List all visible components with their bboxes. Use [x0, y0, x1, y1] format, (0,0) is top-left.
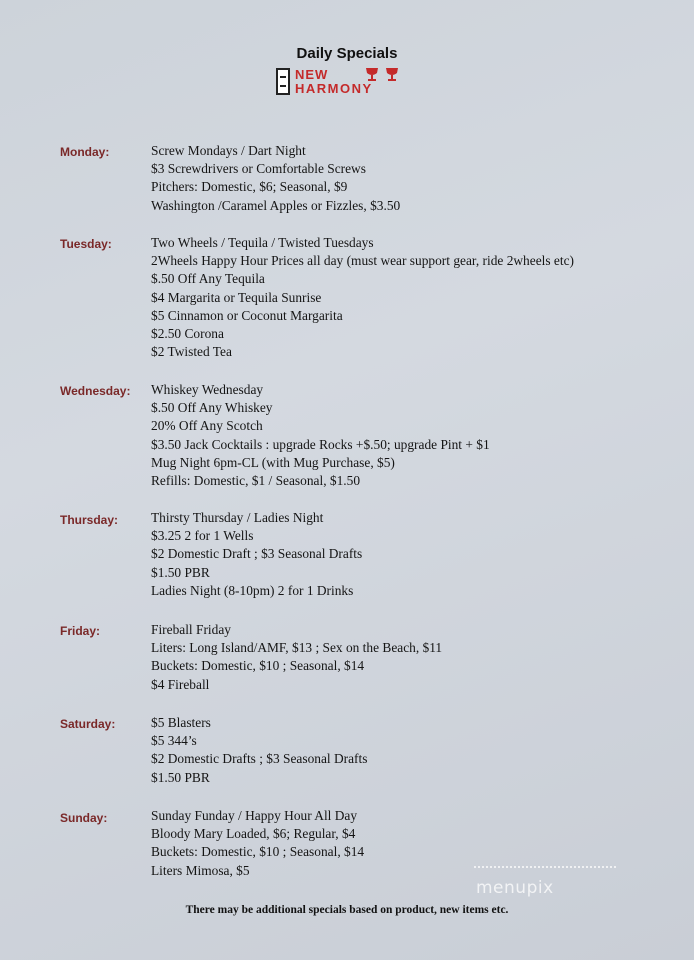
special-line: $2 Domestic Draft ; $3 Seasonal Drafts: [151, 546, 363, 562]
special-line: $1.50 PBR: [151, 769, 210, 785]
special-line: $2 Domestic Drafts ; $3 Seasonal Drafts: [151, 751, 368, 767]
special-line: Fireball Friday: [151, 622, 231, 637]
wine-glasses-icon: [364, 67, 402, 81]
special-line: Two Wheels / Tequila / Twisted Tuesdays: [151, 235, 374, 250]
day-label-friday: Friday:: [60, 624, 101, 638]
special-line: $2 Twisted Tea: [151, 344, 232, 360]
logo-line-1: NEW: [295, 67, 329, 82]
special-line: $3.25 2 for 1 Wells: [151, 528, 254, 544]
special-line: Buckets: Domestic, $10 ; Seasonal, $14: [151, 844, 365, 860]
special-line: Pitchers: Domestic, $6; Seasonal, $9: [151, 179, 348, 195]
specials-sunday: [151, 807, 364, 880]
special-line: Mug Night 6pm-CL (with Mug Purchase, $5): [151, 454, 395, 470]
special-line: Buckets: Domestic, $10 ; Seasonal, $14: [151, 658, 365, 674]
menupix-watermark: menupix: [476, 878, 616, 902]
day-label-saturday: Saturday:: [60, 717, 116, 731]
special-line: Thirsty Thursday / Ladies Night: [151, 510, 324, 525]
day-label-thursday: Thursday:: [60, 513, 119, 527]
special-line: $5 Blasters: [151, 715, 211, 730]
special-line: $2.50 Corona: [151, 325, 224, 341]
special-line: Washington /Caramel Apples or Fizzles, $3.50: [151, 197, 401, 213]
specials-monday: [151, 142, 400, 215]
specials-friday: [151, 621, 442, 694]
logo-line-2: HARMONY: [295, 81, 373, 96]
special-line: $1.50 PBR: [151, 564, 210, 580]
special-line: $4 Margarita or Tequila Sunrise: [151, 289, 322, 305]
special-line: $5 Cinnamon or Coconut Margarita: [151, 307, 343, 323]
special-line: Sunday Funday / Happy Hour All Day: [151, 808, 358, 823]
special-line: Whiskey Wednesday: [151, 382, 264, 397]
special-line: $3.50 Jack Cocktails : upgrade Rocks +$.50; upgrade Pint + $1: [151, 436, 490, 452]
day-label-tuesday: Tuesday:: [60, 237, 112, 251]
special-line: $.50 Off Any Tequila: [151, 271, 265, 287]
special-line: Bloody Mary Loaded, $6; Regular, $4: [151, 826, 356, 842]
special-line: $.50 Off Any Whiskey: [151, 400, 273, 416]
specials-thursday: [151, 509, 362, 600]
new-harmony-logo: [276, 68, 426, 98]
special-line: $5 344’s: [151, 733, 197, 749]
day-label-sunday: Sunday:: [60, 811, 108, 825]
footer-note: There may be additional specials based on product, new items etc.: [185, 904, 509, 916]
specials-saturday: [151, 714, 367, 787]
special-line: 2Wheels Happy Hour Prices all day (must wear support gear, ride 2wheels etc): [151, 253, 574, 269]
special-line: 20% Off Any Scotch: [151, 418, 263, 434]
logo-mark-icon: [276, 68, 290, 95]
special-line: $4 Fireball: [151, 676, 210, 692]
special-line: Ladies Night (8-10pm) 2 for 1 Drinks: [151, 582, 354, 598]
specials-wednesday: [151, 381, 490, 490]
special-line: Liters: Long Island/AMF, $13 ; Sex on the Beach, $11: [151, 640, 443, 656]
specials-tuesday: [151, 234, 574, 361]
special-line: Liters Mimosa, $5: [151, 862, 250, 878]
special-line: Refills: Domestic, $1 / Seasonal, $1.50: [151, 472, 361, 488]
special-line: $3 Screwdrivers or Comfortable Screws: [151, 161, 366, 177]
day-label-monday: Monday:: [60, 145, 110, 159]
page-title: Daily Specials: [296, 45, 398, 62]
special-line: Screw Mondays / Dart Night: [151, 143, 306, 158]
day-label-wednesday: Wednesday:: [60, 384, 131, 398]
